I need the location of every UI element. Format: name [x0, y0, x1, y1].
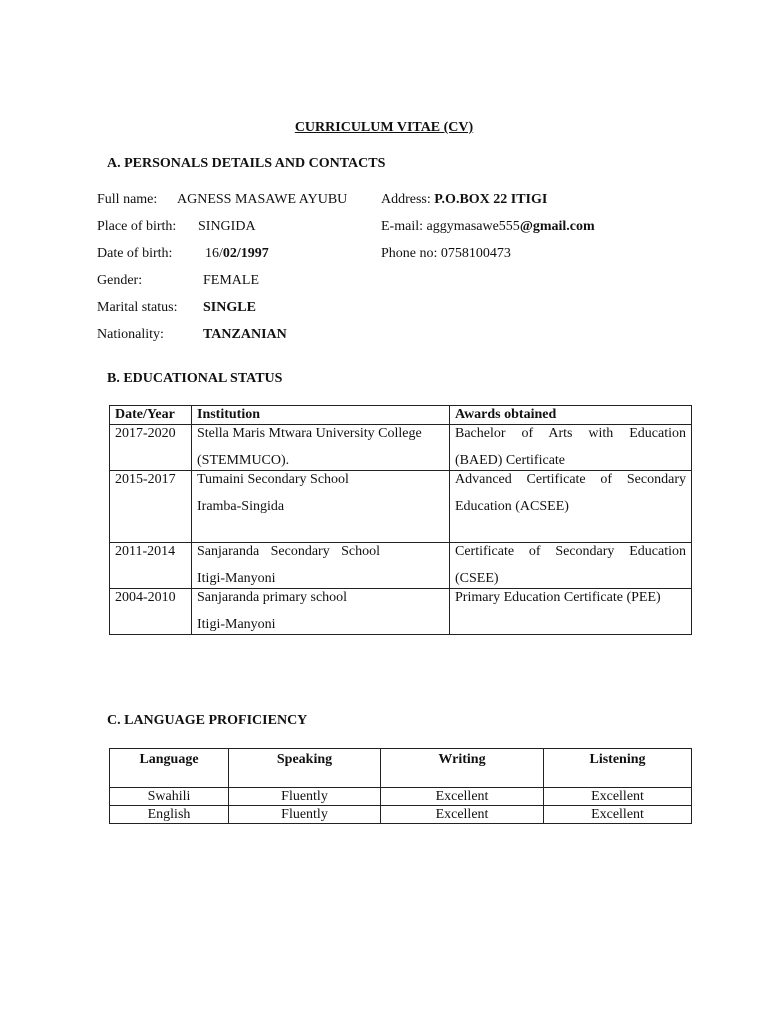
award-cell — [450, 471, 692, 543]
table-row — [110, 788, 692, 806]
table-row — [110, 425, 692, 471]
institution-line-2: (STEMMUCO). — [197, 453, 290, 468]
award-line-1: Bachelor of Arts with Education — [455, 426, 686, 441]
table-row — [110, 806, 692, 824]
email-domain: @gmail.com — [519, 219, 595, 234]
full-name-label: Full name: — [97, 192, 158, 207]
full-name-value: AGNESS MASAWE AYUBU — [177, 192, 348, 207]
header-institution: Institution — [192, 406, 450, 425]
institution-line-1: Sanjaranda Secondary School — [197, 544, 380, 559]
marital-status-label: Marital status: — [97, 300, 178, 315]
section-a-heading: A. PERSONALS DETAILS AND CONTACTS — [107, 156, 386, 171]
nationality-value: TANZANIAN — [203, 327, 287, 342]
award-line-1: Primary Education Certificate (PEE) — [455, 590, 661, 605]
award-cell — [450, 589, 692, 635]
header-listening: Listening — [544, 749, 692, 788]
institution-line-1: Tumaini Secondary School — [197, 472, 349, 487]
table-row — [110, 543, 692, 589]
nationality-label: Nationality: — [97, 327, 164, 342]
document-title: CURRICULUM VITAE (CV) — [294, 120, 474, 135]
email-line — [381, 219, 595, 235]
institution-cell — [192, 425, 450, 471]
table-row — [110, 589, 692, 635]
listening-cell: Excellent — [544, 806, 692, 824]
table-row — [110, 471, 692, 543]
institution-line-1: Sanjaranda primary school — [197, 590, 348, 605]
section-b-heading: B. EDUCATIONAL STATUS — [107, 371, 283, 386]
section-c-heading: C. LANGUAGE PROFICIENCY — [107, 713, 308, 728]
email-label: E-mail: — [381, 219, 423, 234]
institution-line-2: Iramba-Singida — [197, 499, 285, 514]
address-value: P.O.BOX 22 ITIGI — [434, 192, 548, 207]
award-line-2: (BAED) Certificate — [455, 453, 566, 468]
dob-month-year: 02/1997 — [222, 246, 269, 261]
address-label: Address: — [381, 192, 431, 207]
place-of-birth-label: Place of birth: — [97, 219, 177, 234]
award-line-1: Certificate of Secondary Education — [455, 544, 686, 559]
institution-line-1: Stella Maris Mtwara University College — [197, 426, 422, 441]
institution-cell — [192, 589, 450, 635]
phone-line — [381, 246, 511, 262]
year-cell: 2015-2017 — [110, 471, 192, 543]
award-line-2: (CSEE) — [455, 571, 499, 586]
language-header-row — [110, 749, 692, 788]
year-cell: 2004-2010 — [110, 589, 192, 635]
institution-cell — [192, 471, 450, 543]
phone-label: Phone no: — [381, 246, 438, 261]
gender-label: Gender: — [97, 273, 143, 288]
speaking-cell: Fluently — [229, 788, 381, 806]
year-cell: 2017-2020 — [110, 425, 192, 471]
award-line-1: Advanced Certificate of Secondary — [455, 472, 686, 487]
education-table — [109, 405, 692, 635]
header-language: Language — [110, 749, 229, 788]
language-cell: Swahili — [110, 788, 229, 806]
header-awards: Awards obtained — [450, 406, 692, 425]
education-header-row — [110, 406, 692, 425]
marital-status-value: SINGLE — [203, 300, 256, 315]
award-cell — [450, 543, 692, 589]
writing-cell: Excellent — [381, 788, 544, 806]
date-of-birth-value — [205, 246, 269, 262]
address-line — [381, 192, 547, 208]
institution-line-2: Itigi-Manyoni — [197, 617, 276, 632]
header-date-year: Date/Year — [110, 406, 192, 425]
year-cell: 2011-2014 — [110, 543, 192, 589]
language-cell: English — [110, 806, 229, 824]
header-writing: Writing — [381, 749, 544, 788]
date-of-birth-label: Date of birth: — [97, 246, 173, 261]
place-of-birth-value: SINGIDA — [198, 219, 256, 234]
phone-value: 0758100473 — [440, 246, 511, 261]
institution-cell — [192, 543, 450, 589]
award-cell — [450, 425, 692, 471]
dob-day: 16/ — [205, 246, 223, 261]
award-line-2: Education (ACSEE) — [455, 499, 569, 514]
gender-value: FEMALE — [203, 273, 259, 288]
writing-cell: Excellent — [381, 806, 544, 824]
language-table — [109, 748, 692, 824]
header-speaking: Speaking — [229, 749, 381, 788]
listening-cell: Excellent — [544, 788, 692, 806]
email-user: aggymasawe555 — [426, 219, 520, 234]
speaking-cell: Fluently — [229, 806, 381, 824]
institution-line-2: Itigi-Manyoni — [197, 571, 276, 586]
